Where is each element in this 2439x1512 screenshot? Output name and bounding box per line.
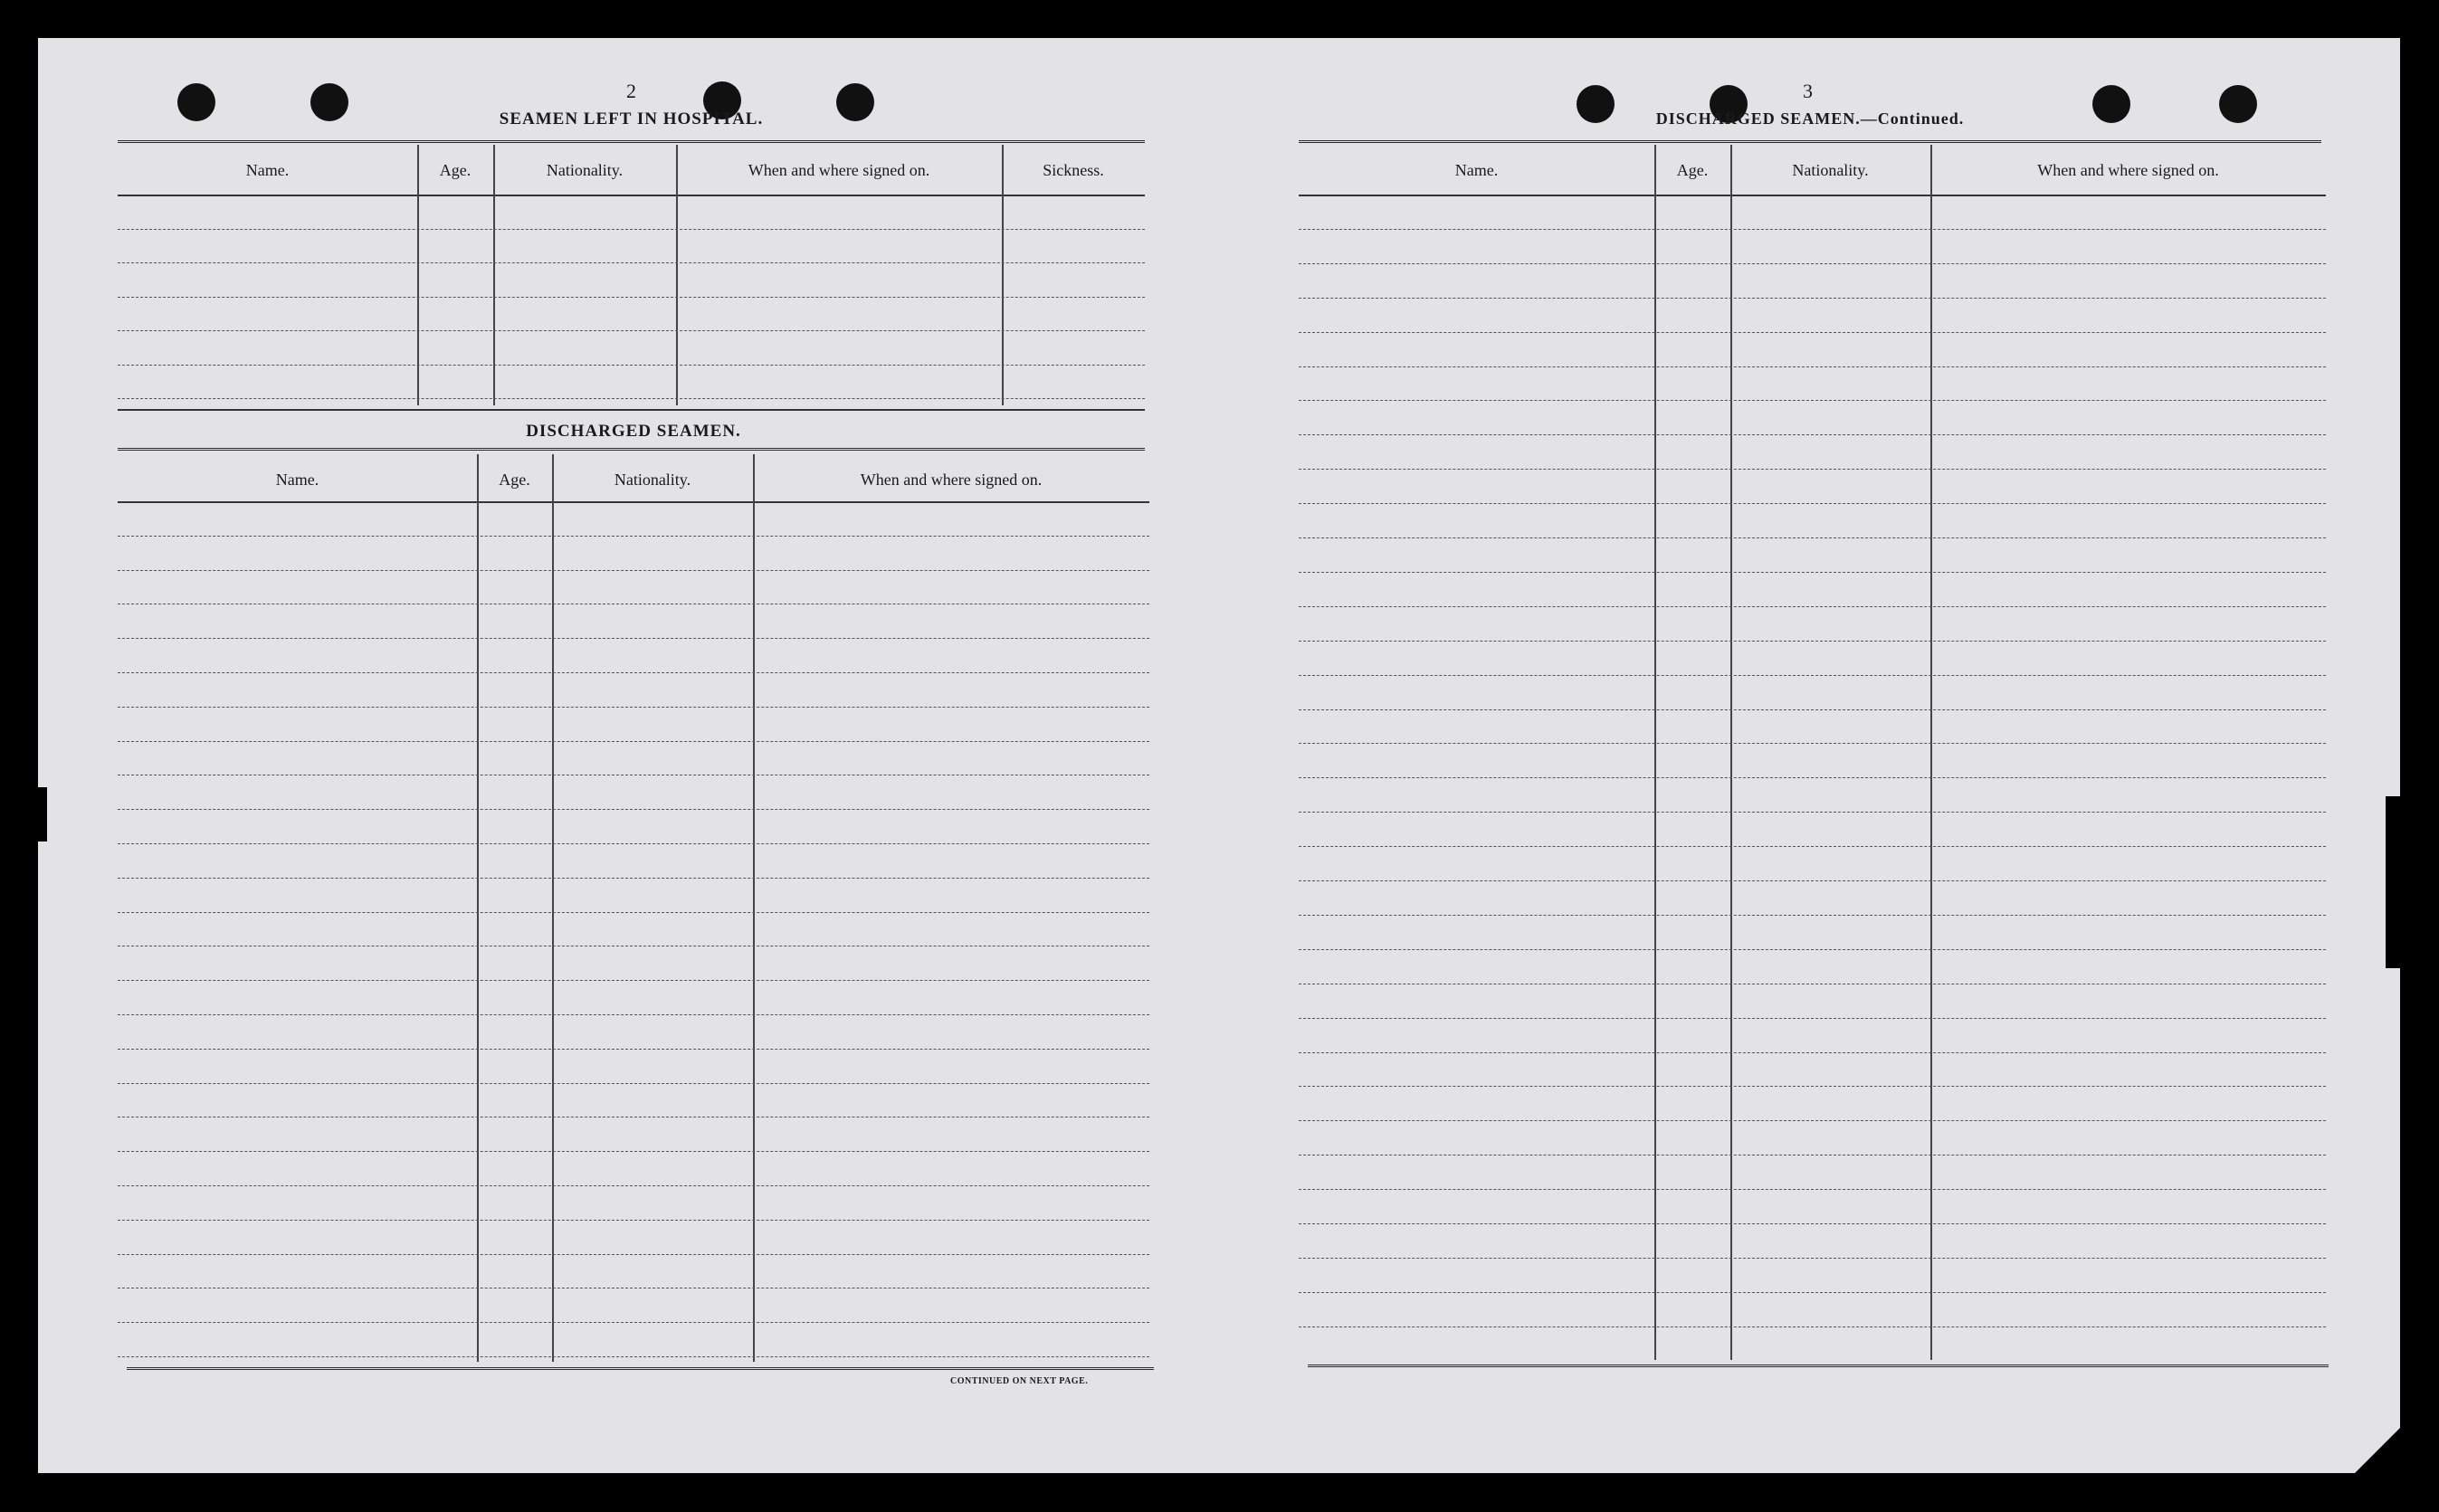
bottom-rule (1308, 1365, 2329, 1367)
entry-line (1299, 1052, 2326, 1053)
continued-section-title: DISCHARGED SEAMEN.—Continued. (1655, 109, 1965, 128)
page-number: 3 (1803, 80, 1813, 102)
column-header: When and where signed on. (860, 471, 1043, 489)
entry-line (1299, 434, 2326, 435)
column-header: Nationality. (614, 471, 691, 489)
entry-line (1299, 709, 2326, 710)
column-divider (477, 454, 479, 1362)
punch-hole-icon (2092, 85, 2130, 123)
column-header: Sickness. (1043, 161, 1104, 179)
column-divider (1654, 145, 1656, 1360)
page-number: 2 (626, 80, 636, 102)
entry-line (118, 638, 1149, 639)
punch-hole-icon (2219, 85, 2257, 123)
entry-line (1299, 1018, 2326, 1019)
entry-line (1299, 1086, 2326, 1087)
header-rule (118, 501, 1149, 503)
column-divider (1002, 145, 1004, 405)
entry-line (118, 1356, 1149, 1357)
column-divider (676, 145, 678, 405)
section-rule (1299, 140, 2321, 143)
entry-line (118, 1220, 1149, 1221)
column-divider (1930, 145, 1932, 1360)
entry-line (118, 262, 1145, 263)
entry-line (118, 1322, 1149, 1323)
entry-line (1299, 1258, 2326, 1259)
entry-line (1299, 298, 2326, 299)
column-header: Name. (275, 471, 319, 489)
entry-line (1299, 400, 2326, 401)
entry-line (1299, 880, 2326, 881)
entry-line (1299, 332, 2326, 333)
discharged-section-title: DISCHARGED SEAMEN. (526, 422, 741, 441)
entry-line (1299, 606, 2326, 607)
column-header: Age. (1676, 161, 1709, 179)
punch-hole-icon (1577, 85, 1615, 123)
entry-line (1299, 469, 2326, 470)
entry-line (1299, 229, 2326, 230)
continued-note: CONTINUED ON NEXT PAGE. (950, 1376, 1089, 1386)
column-header: Name. (1454, 161, 1499, 179)
entry-line (118, 570, 1149, 571)
entry-line (1299, 366, 2326, 367)
entry-line (118, 1049, 1149, 1050)
entry-line (118, 536, 1149, 537)
column-divider (493, 145, 495, 405)
column-divider (753, 454, 755, 1362)
column-divider (417, 145, 419, 405)
entry-line (118, 672, 1149, 673)
entry-line (118, 1254, 1149, 1255)
section-rule (118, 140, 1145, 143)
entry-line (118, 297, 1145, 298)
entry-line (1299, 537, 2326, 538)
column-header: When and where signed on. (748, 161, 930, 179)
entry-line (1299, 777, 2326, 778)
entry-line (118, 1014, 1149, 1015)
entry-line (118, 912, 1149, 913)
entry-line (1299, 1292, 2326, 1293)
entry-line (118, 330, 1145, 331)
entry-line (1299, 1189, 2326, 1190)
punch-hole-icon (310, 83, 348, 121)
column-header: Age. (499, 471, 530, 489)
entry-line (118, 1185, 1149, 1186)
paper-edge-notch (2386, 796, 2413, 968)
header-rule (118, 195, 1145, 196)
entry-line (118, 1288, 1149, 1289)
column-header: When and where signed on. (2037, 161, 2219, 179)
entry-line (118, 878, 1149, 879)
entry-line (118, 365, 1145, 366)
entry-line (1299, 572, 2326, 573)
entry-line (118, 707, 1149, 708)
column-header: Nationality. (546, 161, 624, 179)
punch-hole-icon (177, 83, 215, 121)
column-header: Age. (439, 161, 472, 179)
entry-line (1299, 675, 2326, 676)
entry-line (1299, 915, 2326, 916)
entry-line (118, 229, 1145, 230)
entry-line (118, 741, 1149, 742)
entry-line (1299, 263, 2326, 264)
section-rule (118, 448, 1145, 451)
column-divider (552, 454, 554, 1362)
entry-line (118, 980, 1149, 981)
entry-line (1299, 846, 2326, 847)
paper-corner (2353, 1421, 2407, 1475)
entry-line (1299, 949, 2326, 950)
entry-line (1299, 503, 2326, 504)
header-rule (1299, 195, 2326, 196)
entry-line (118, 1083, 1149, 1084)
column-header: Name. (245, 161, 290, 179)
table-bottom-rule (118, 409, 1145, 411)
column-divider (1730, 145, 1732, 1360)
entry-line (1299, 1223, 2326, 1224)
bottom-rule (127, 1367, 1154, 1370)
entry-line (118, 809, 1149, 810)
paper-edge-notch (27, 787, 47, 842)
entry-line (1299, 641, 2326, 642)
entry-line (1299, 812, 2326, 813)
entry-line (118, 843, 1149, 844)
column-header: Nationality. (1792, 161, 1869, 179)
entry-line (1299, 743, 2326, 744)
hospital-section-title: SEAMEN LEFT IN HOSPITAL. (499, 109, 764, 128)
entry-line (118, 1151, 1149, 1152)
entry-line (118, 398, 1145, 399)
entry-line (1299, 1120, 2326, 1121)
